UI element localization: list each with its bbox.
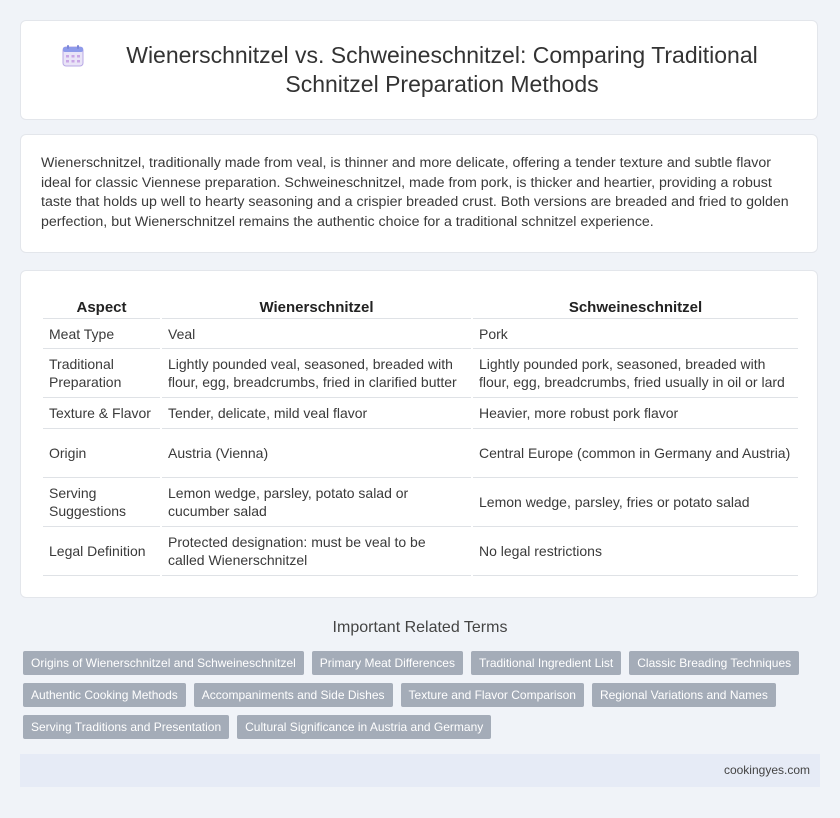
- related-term-tag[interactable]: Texture and Flavor Comparison: [401, 683, 584, 707]
- table-cell: Texture & Flavor: [42, 398, 161, 429]
- related-term-tag[interactable]: Classic Breading Techniques: [629, 651, 799, 675]
- table-cell: Legal Definition: [42, 527, 161, 576]
- intro-text: Wienerschnitzel, traditionally made from veal, is thinner and more delicate, offering a tender texture and subtle flavor ideal for classic Viennese preparation. Schweineschnitzel, made from pork, is thicker and heartier, providing a robust taste that holds up well to hearty seasoning and a crispier breaded crust. Both versions are breaded and fried to golden perfection, but Wienerschnitzel remains the authentic choice for a traditional schnitzel experience.: [41, 155, 789, 230]
- column-header: Aspect: [42, 295, 161, 319]
- table-cell: Lemon wedge, parsley, fries or potato salad: [472, 478, 798, 527]
- footer: [20, 754, 820, 787]
- table-cell: Heavier, more robust pork flavor: [472, 398, 798, 429]
- related-term-tag[interactable]: Serving Traditions and Presentation: [23, 715, 229, 739]
- table-row: [42, 398, 798, 429]
- table-cell: Veal: [161, 319, 472, 349]
- column-header: Wienerschnitzel: [161, 295, 472, 319]
- table-cell: Tender, delicate, mild veal flavor: [161, 398, 472, 429]
- table-cell: Austria (Vienna): [161, 429, 472, 478]
- page-title: Wienerschnitzel vs. Schweineschnitzel: Comparing Traditional Schnitzel Preparation Methods: [126, 42, 758, 97]
- table-row: [42, 429, 798, 478]
- related-term-tag[interactable]: Origins of Wienerschnitzel and Schweineschnitzel: [23, 651, 304, 675]
- table-cell: Lightly pounded pork, seasoned, breaded with flour, egg, breadcrumbs, fried usually in oil or lard: [472, 349, 798, 398]
- related-terms-list: [23, 651, 823, 739]
- comparison-table: [41, 295, 798, 576]
- calendar-icon: [61, 44, 85, 68]
- table-cell: Central Europe (common in Germany and Austria): [472, 429, 798, 478]
- footer-site-link[interactable]: cookingyes.com: [723, 763, 810, 777]
- table-cell: Lightly pounded veal, seasoned, breaded with flour, egg, breadcrumbs, fried in clarified butter: [161, 349, 472, 398]
- table-cell: Lemon wedge, parsley, potato salad or cucumber salad: [161, 478, 472, 527]
- related-term-tag[interactable]: Accompaniments and Side Dishes: [194, 683, 393, 707]
- related-term-tag[interactable]: Authentic Cooking Methods: [23, 683, 186, 707]
- comparison-card: [20, 270, 818, 598]
- related-term-tag[interactable]: Cultural Significance in Austria and Germany: [237, 715, 491, 739]
- intro-card: [20, 134, 818, 253]
- table-row: [42, 349, 798, 398]
- table-cell: Serving Suggestions: [42, 478, 161, 527]
- table-cell: Origin: [42, 429, 161, 478]
- table-cell: No legal restrictions: [472, 527, 798, 576]
- table-row: [42, 319, 798, 349]
- related-terms-title: Important Related Terms: [332, 619, 508, 636]
- table-row: [42, 527, 798, 576]
- column-header: Schweineschnitzel: [472, 295, 798, 319]
- related-term-tag[interactable]: Regional Variations and Names: [592, 683, 776, 707]
- table-cell: Pork: [472, 319, 798, 349]
- table-row: [42, 478, 798, 527]
- related-term-tag[interactable]: Traditional Ingredient List: [471, 651, 621, 675]
- table-cell: Traditional Preparation: [42, 349, 161, 398]
- table-cell: Meat Type: [42, 319, 161, 349]
- header-card: [20, 20, 818, 120]
- related-term-tag[interactable]: Primary Meat Differences: [312, 651, 463, 675]
- table-cell: Protected designation: must be veal to be called Wienerschnitzel: [161, 527, 472, 576]
- table-header-row: [42, 295, 798, 319]
